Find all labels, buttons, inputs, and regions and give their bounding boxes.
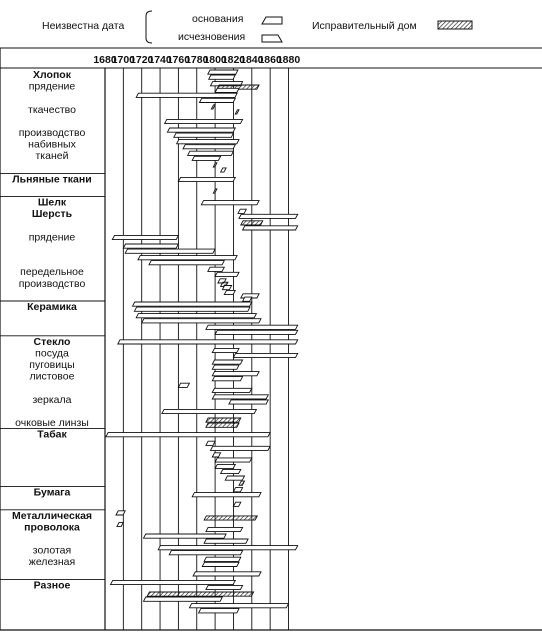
legend-closure-symbol (262, 35, 282, 42)
category-label: проволока (24, 521, 80, 534)
enterprise-bar (183, 145, 235, 149)
enterprise-bar (178, 177, 235, 181)
legend-workhouse-label: Исправительный дом (312, 20, 417, 32)
enterprise-bar (162, 409, 257, 413)
enterprise-bar (224, 290, 235, 294)
enterprise-bar (106, 433, 270, 437)
x-tick-label: 1860 (258, 54, 282, 66)
x-axis-ticks (93, 54, 300, 66)
workhouse-bar (206, 423, 239, 427)
enterprise-bar (221, 168, 227, 172)
enterprise-bar (144, 597, 223, 601)
enterprise-bar (142, 319, 261, 323)
enterprise-bar (221, 469, 241, 473)
enterprise-bar (136, 314, 256, 318)
subcategory-label: зеркала (32, 393, 72, 406)
enterprise-bar (125, 249, 215, 253)
enterprise-bar (136, 93, 237, 97)
subcategory-label: листовое (29, 370, 75, 383)
enterprise-bar (225, 476, 244, 480)
enterprise-bar (192, 156, 220, 160)
legend-closure-label: исчезновения (178, 31, 246, 43)
x-tick-label: 1680 (93, 54, 117, 66)
subcategory-label: золотая (32, 544, 72, 557)
x-tick-label: 1880 (276, 54, 301, 66)
legend-founding-label: основания (192, 13, 244, 25)
enterprise-bar (215, 458, 252, 462)
enterprise-bar (133, 302, 252, 306)
x-tick-label: 1820 (221, 54, 246, 66)
x-tick-label: 1780 (185, 54, 209, 66)
category-label: Керамика (27, 301, 77, 313)
enterprise-bar (116, 511, 125, 515)
enterprise-bar (212, 365, 239, 369)
enterprise-bar (215, 88, 239, 92)
enterprise-bar (189, 604, 288, 608)
x-tick-label: 1740 (148, 54, 172, 66)
legend-workhouse-symbol (438, 21, 472, 29)
enterprise-bar (123, 244, 178, 248)
legend-unknown-date-label: Неизвестна дата (42, 20, 125, 32)
enterprise-bar (206, 325, 298, 329)
enterprise-bar (167, 128, 235, 132)
legend (42, 11, 472, 43)
enterprise-bar (206, 441, 215, 445)
enterprise-bar (206, 527, 243, 531)
legend-founding-symbol (262, 17, 282, 24)
workhouse-bar (204, 516, 257, 520)
workhouse-bar (206, 418, 241, 422)
enterprise-bar (222, 286, 231, 290)
category-label: Льняные ткани (12, 173, 92, 186)
enterprise-bar (118, 340, 298, 344)
enterprise-bar (201, 201, 259, 205)
x-tick-label: 1760 (166, 54, 191, 66)
enterprise-bar (177, 140, 239, 144)
subcategory-label: передельное (20, 266, 84, 279)
enterprise-bar (212, 388, 252, 392)
enterprise-bar (117, 522, 123, 526)
enterprise-bar (209, 75, 236, 79)
category-label: Разное (33, 579, 71, 592)
category-label: Табак (37, 428, 67, 441)
enterprise-bar (233, 488, 242, 492)
subcategory-label: прядение (28, 80, 76, 93)
subcategory-label: прядение (28, 231, 76, 244)
workhouse-bar (147, 592, 253, 596)
row-labels (12, 69, 92, 591)
category-label: Металлическая (11, 509, 93, 522)
enterprise-bar (192, 493, 261, 497)
subcategory-label: пуговицы (29, 359, 75, 371)
enterprise-bar (193, 572, 261, 576)
x-tick-label: 1720 (130, 54, 154, 66)
workhouse-bar (239, 481, 245, 485)
enterprise-bar (208, 70, 238, 74)
enterprise-bar (212, 453, 220, 457)
enterprise-bar (211, 446, 271, 450)
enterprise-bar (112, 235, 178, 239)
enterprise-bar (178, 383, 189, 387)
enterprise-bar (174, 133, 234, 137)
subcategory-label: ткачество (28, 103, 76, 116)
enterprise-bar (208, 267, 225, 271)
enterprise-bar (202, 562, 239, 566)
workhouse-bar (241, 221, 263, 225)
enterprise-bar (206, 585, 243, 589)
enterprise-bar (204, 539, 248, 543)
enterprise-bar (213, 163, 217, 167)
enterprise-bar (215, 330, 298, 334)
bars (106, 70, 298, 613)
enterprise-bar (188, 151, 234, 155)
enterprise-bar (212, 372, 259, 376)
enterprise-bar (229, 400, 268, 404)
enterprise-bar (233, 353, 297, 357)
subcategory-label: железная (28, 556, 76, 569)
enterprise-bar (233, 502, 240, 506)
enterprise-bar (149, 261, 224, 265)
enterprise-bar (215, 272, 239, 276)
subcategory-label: производство (18, 277, 86, 290)
enterprise-bar (235, 110, 239, 114)
category-label: Шерсть (31, 208, 73, 221)
enterprise-bar (213, 189, 217, 193)
subcategory-label: посуда (35, 347, 69, 360)
enterprise-bar (144, 534, 227, 538)
category-label: Шелк (37, 196, 67, 209)
enterprise-bar (138, 256, 237, 260)
subcategory-label: набивных (28, 138, 76, 151)
enterprise-bar (111, 580, 236, 584)
subcategory-label: тканей (35, 150, 69, 163)
enterprise-bar (134, 307, 250, 311)
enterprise-bar (199, 609, 239, 613)
enterprise-bar (215, 464, 235, 468)
enterprise-bar (158, 546, 298, 550)
enterprise-bar (212, 377, 242, 381)
x-tick-label: 1700 (111, 54, 136, 66)
enterprise-bar (239, 214, 298, 218)
enterprise-bar (212, 395, 268, 399)
enterprise-bar (238, 209, 246, 213)
legend-bracket (146, 11, 152, 43)
category-label: Хлопок (33, 69, 71, 81)
enterprise-bar (211, 105, 215, 109)
enterprise-bar (243, 297, 252, 301)
enterprise-bar (212, 360, 242, 364)
x-tick-label: 1800 (203, 54, 227, 66)
x-tick-label: 1840 (240, 54, 264, 66)
category-label: Бумага (33, 486, 71, 499)
category-label: Стекло (33, 335, 71, 348)
enterprise-bar (204, 557, 241, 561)
enterprise-bar (200, 98, 236, 102)
enterprise-bar (243, 226, 298, 230)
enterprise-bar (169, 551, 242, 555)
enterprise-bar (212, 348, 239, 352)
subcategory-label: производство (18, 127, 86, 139)
subcategory-label: очковые линзы (15, 417, 89, 429)
enterprise-bar (165, 119, 243, 123)
